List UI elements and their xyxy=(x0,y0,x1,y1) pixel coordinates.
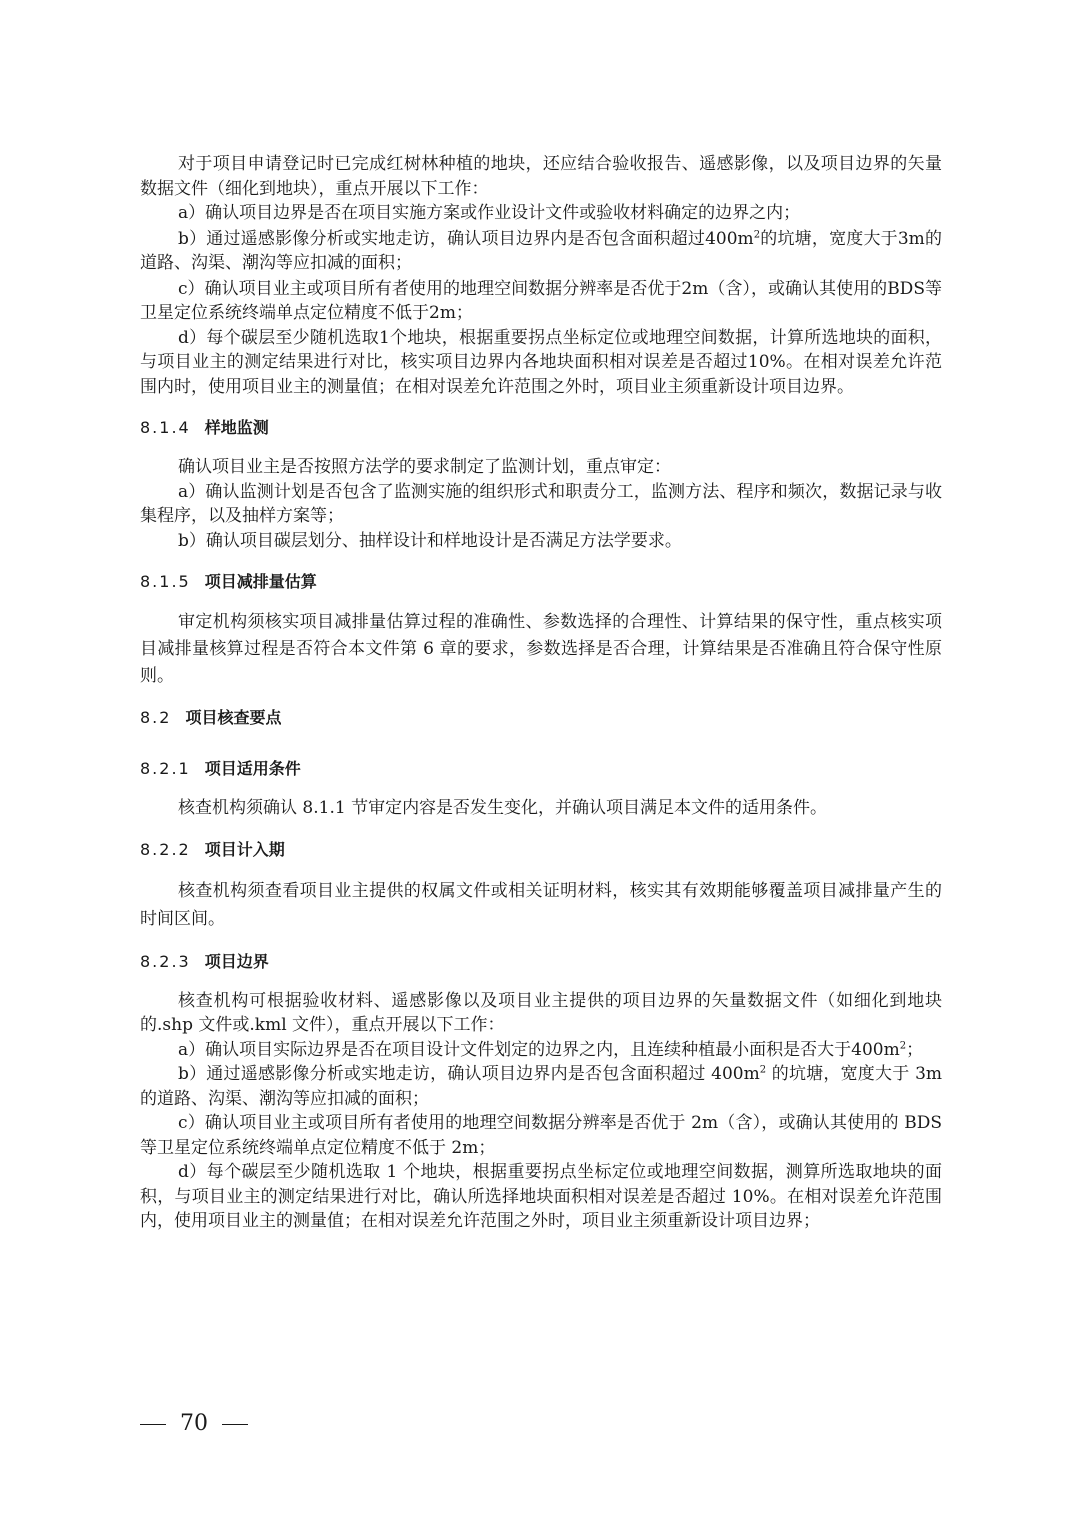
list-item: c）确认项目业主或项目所有者使用的地理空间数据分辨率是否优于 2m（含），或确认其使用的 BDS 等卫星定位系统终端单点定位精度不低于 2m； xyxy=(140,1113,942,1158)
superscript: 2 xyxy=(759,1064,767,1076)
list-item xyxy=(140,1062,942,1111)
page-footer xyxy=(140,1411,248,1436)
section-number: 8.2 xyxy=(140,708,172,727)
section-number: 8.2.3 xyxy=(140,951,191,971)
section-number: 8.2.2 xyxy=(140,839,191,859)
section-title: 项目减排量估算 xyxy=(204,572,317,591)
section-heading xyxy=(140,570,942,594)
section-title: 项目边界 xyxy=(204,951,269,971)
page-content xyxy=(140,152,942,1234)
list-item: d）每个碳层至少随机选取1个地块，根据重要拐点坐标定位或地理空间数据，计算所选地块的面积，与项目业主的测定结果进行对比，核实项目边界内各地块面积相对误差是否超过10%。在相对误差允许范围内时，使用项目业主的测量值；在相对误差允许范围之外时，项目业主须重新设计项目边界。 xyxy=(140,327,942,397)
superscript: 2 xyxy=(899,1039,907,1051)
list-item: c）确认项目业主或项目所有者使用的地理空间数据分辨率是否优于2m（含），或确认其使用的BDS等卫星定位系统终端单点定位精度不低于2m； xyxy=(140,278,942,323)
text-run: ； xyxy=(906,1039,924,1060)
section-heading xyxy=(140,950,942,974)
text-run: 的坑塘，宽度大于 3m 的道路、沟渠、潮沟等应扣减的面积； xyxy=(140,1064,942,1109)
paragraph: 核查机构须查看项目业主提供的权属文件或相关证明材料，核实其有效期能够覆盖项目减排量产生的时间区间。 xyxy=(140,880,942,929)
text-run: 的坑塘，宽度大于3m的道路、沟渠、潮沟等应扣减的面积； xyxy=(140,228,943,273)
page-number: 70 xyxy=(180,1411,208,1436)
section-number: 8.1.5 xyxy=(140,572,191,591)
text-run: b）通过遥感影像分析或实地走访，确认项目边界内是否包含面积超过 400m xyxy=(178,1064,760,1084)
footer-dash xyxy=(140,1424,166,1425)
section-number: 8.1.4 xyxy=(140,418,191,437)
section-title: 项目核查要点 xyxy=(185,708,282,727)
footer-dash xyxy=(222,1424,248,1425)
section-heading xyxy=(140,706,942,730)
paragraph: 确认项目业主是否按照方法学的要求制定了监测计划，重点审定： xyxy=(178,457,671,477)
list-item: a）确认监测计划是否包含了监测实施的组织形式和职责分工，监测方法、程序和频次，数据记录与收集程序，以及抽样方案等； xyxy=(140,481,942,526)
superscript: 2 xyxy=(753,228,761,240)
section-title: 项目计入期 xyxy=(204,839,285,859)
section-number: 8.2.1 xyxy=(140,759,191,778)
list-item: d）每个碳层至少随机选取 1 个地块，根据重要拐点坐标定位或地理空间数据，测算所选取地块的面积，与项目业主的测定结果进行对比，确认所选择地块面积相对误差是否超过 10%。在相对误差允许范围内，使用项目业主的测量值；在相对误差允许范围之外时，项目业主须重新设计项目边界； xyxy=(140,1162,942,1231)
paragraph: 核查机构可根据验收材料、遥感影像以及项目业主提供的项目边界的矢量数据文件（如细化到地块的.shp 文件或.kml 文件），重点开展以下工作： xyxy=(140,990,942,1035)
section-heading xyxy=(140,757,942,781)
section-title: 项目适用条件 xyxy=(204,759,301,778)
paragraph: 审定机构须核实项目减排量估算过程的准确性、参数选择的合理性、计算结果的保守性，重点核实项目减排量核算过程是否符合本文件第 6 章的要求，参数选择是否合理，计算结果是否准确且符合保守性原则。 xyxy=(140,612,942,686)
paragraph: 核查机构须确认 8.1.1 节审定内容是否发生变化，并确认项目满足本文件的适用条件。 xyxy=(178,798,828,818)
section-heading xyxy=(140,838,942,862)
list-item: b）确认项目碳层划分、抽样设计和样地设计是否满足方法学要求。 xyxy=(178,530,682,551)
paragraph: 对于项目申请登记时已完成红树林种植的地块，还应结合验收报告、遥感影像，以及项目边界的矢量数据文件（细化到地块），重点开展以下工作： xyxy=(140,154,942,199)
list-item xyxy=(140,227,942,276)
section-title: 样地监测 xyxy=(204,418,269,437)
section-heading xyxy=(140,416,942,440)
text-run: a）确认项目实际边界是否在项目设计文件划定的边界之内，且连续种植最小面积是否大于400m xyxy=(178,1039,900,1060)
list-item xyxy=(140,1038,942,1063)
text-run: b）通过遥感影像分析或实地走访，确认项目边界内是否包含面积超过400m xyxy=(178,228,754,249)
list-item: a）确认项目边界是否在项目实施方案或作业设计文件或验收材料确定的边界之内； xyxy=(178,203,801,223)
